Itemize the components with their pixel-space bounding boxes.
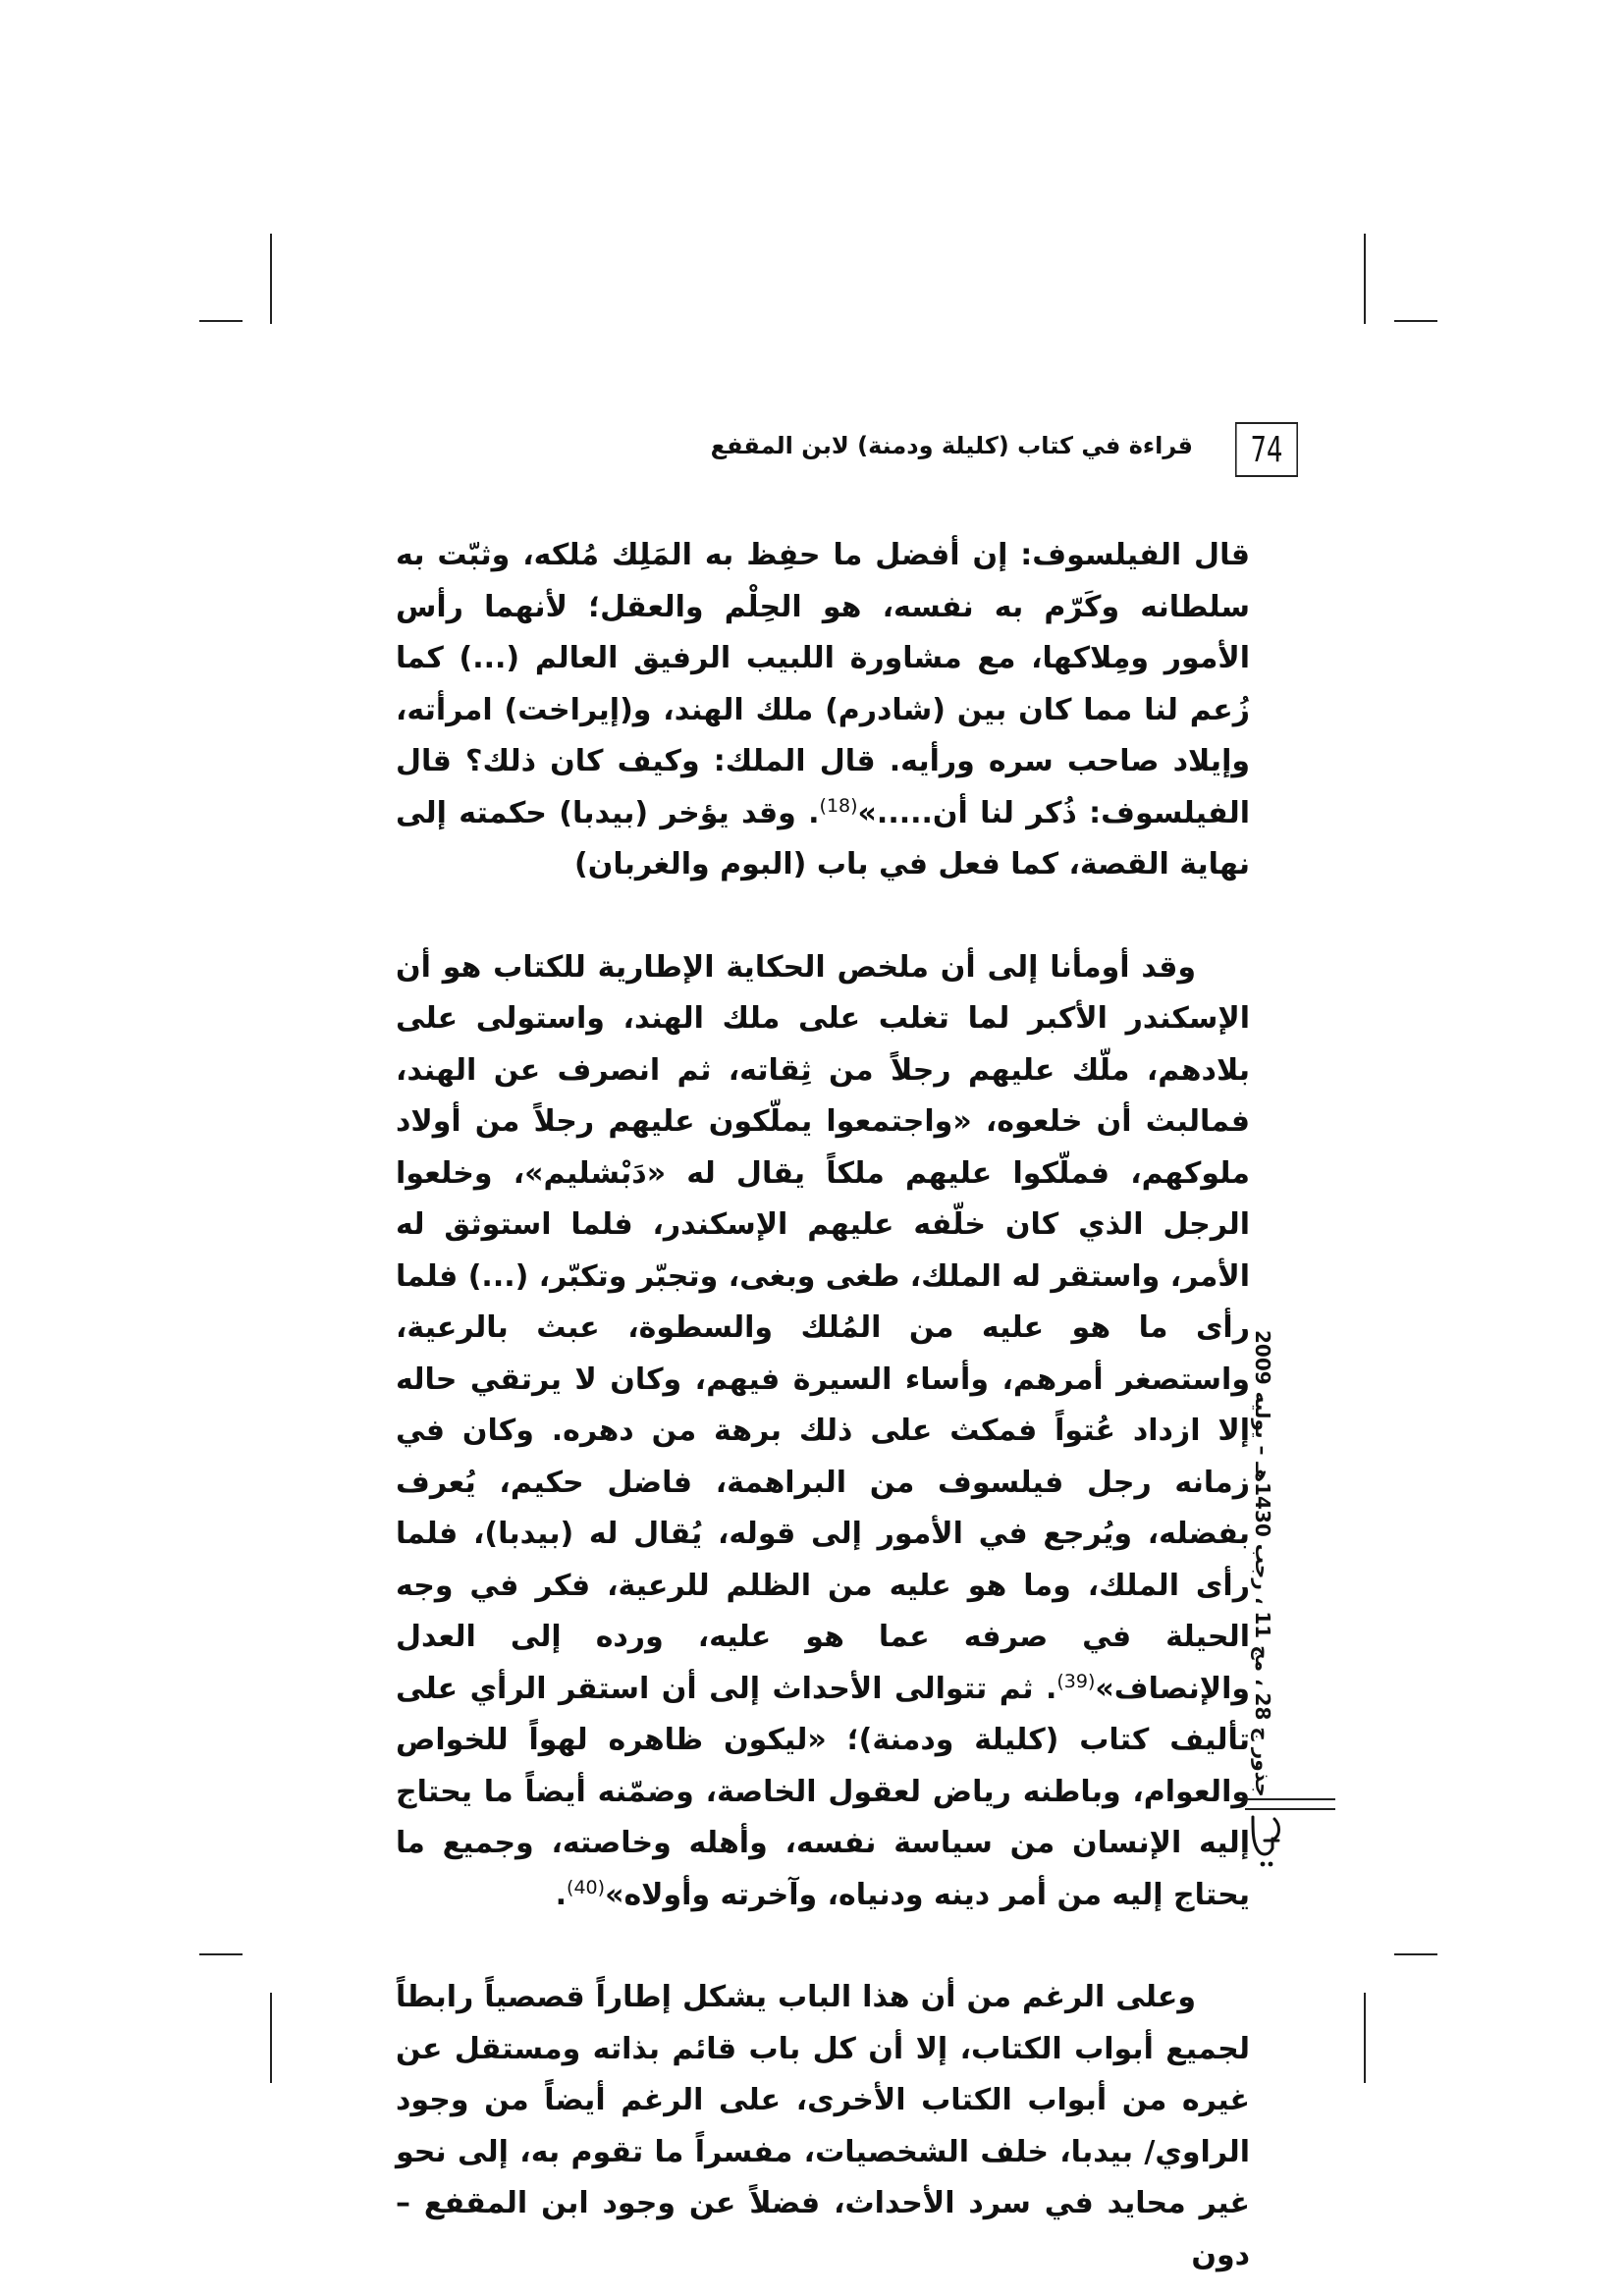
paragraph-2-mid: . ثم تتوالى الأحداث إلى أن استقر الرأي على تأليف كتاب (كليلة ودمنة)؛ «ليكون ظاهره لهواً للخواص والعوام، وباطنه رياض لعقول الخاصة، وضمّنه أيضاً ما يحتاج إليه الإنسان من سياسة نفسه، وأهله وخاصته، وجميع ما يحتاج إليه من أمر دينه ودنياه، وآخرته وأولاه» bbox=[396, 1671, 1250, 1912]
paragraph-2-end: . bbox=[555, 1877, 568, 1912]
paragraph-1-rest: . وقد يؤخر (بيدبا) حكمته إلى نهاية القصة، كما فعل في باب (البوم والغربان) bbox=[396, 795, 1250, 881]
side-double-rule bbox=[1245, 1798, 1335, 1810]
crop-mark-top-right-horizontal bbox=[1394, 320, 1437, 322]
running-title: قراءة في كتاب (كليلة ودمنة) لابن المقفع bbox=[710, 432, 1193, 459]
paragraph-3-text: وعلى الرغم من أن هذا الباب يشكل إطاراً قصصياً رابطاً لجميع أبواب الكتاب، إلا أن كل باب قائم بذاته ومستقل عن غيره من أبواب الكتاب الأخرى، على الرغم أيضاً من وجود الراوي/ بيدبا، خلف الشخصيات، مفسراً ما تقوم به، إلى نحو غير محايد في سرد الأحداث، فضلاً عن وجود ابن المقفع – دون bbox=[396, 1980, 1250, 2272]
crop-mark-bottom-right-horizontal bbox=[1394, 1953, 1437, 1955]
paragraph-1-main: قال الفيلسوف: إن أفضل ما حفِظ به المَلِك مُلكه، وثبّت به سلطانه وكَرّم به نفسه، هو الحِلْم والعقل؛ لأنهما رأس الأمور ومِلاكها، مع مشاورة اللبيب الرفيق العالم (...) كما زُعم لنا مما كان بين (شادرم) ملك الهند، و(إيراخت) امرأته، وإيلاد صاحب سره ورأيه. قال الملك: وكيف كان ذلك؟ قال الفيلسوف: ذُكر لنا أن.....» bbox=[396, 538, 1250, 830]
crop-mark-bottom-left-horizontal bbox=[199, 1953, 243, 1955]
article-body bbox=[396, 530, 1250, 2281]
crop-mark-top-right-vertical bbox=[1364, 234, 1366, 324]
journal-logo-icon bbox=[1245, 1811, 1286, 1874]
crop-mark-top-left-horizontal bbox=[199, 320, 243, 322]
paragraph-3 bbox=[396, 1972, 1250, 2281]
crop-mark-bottom-right-vertical bbox=[1364, 1993, 1366, 2083]
footnote-ref-18: (18) bbox=[819, 794, 858, 817]
journal-issue-info: جذور ج 28 ، مج 11 ، رجب 1430هـ – يوليه 2009 bbox=[1251, 1330, 1274, 1797]
footnote-ref-39: (39) bbox=[1056, 1670, 1096, 1692]
footnote-ref-40: (40) bbox=[567, 1876, 606, 1898]
page-number: 74 bbox=[1235, 422, 1298, 477]
paragraph-2 bbox=[396, 942, 1250, 1922]
crop-mark-top-left-vertical bbox=[270, 234, 272, 324]
paragraph-2-main: وقد أومأنا إلى أن ملخص الحكاية الإطارية للكتاب هو أن الإسكندر الأكبر لما تغلب على ملك الهند، واستولى على بلادهم، ملّك عليهم رجلاً من ثِقاته، ثم انصرف عن الهند، فمالبث أن خلعوه، «واجتمعوا يملّكون عليهم رجلاً من أولاد ملوكهم، فملّكوا عليهم ملكاً يقال له «دَبْشليم»، وخلعوا الرجل الذي كان خلّفه عليهم الإسكندر، فلما استوثق له الأمر، واستقر له الملك، طغى وبغى، وتجبّر وتكبّر، (...) فلما رأى ما هو عليه من المُلك والسطوة، عبث بالرعية، واستصغر أمرهم، وأساء السيرة فيهم، وكان لا يرتقي حاله إلا ازداد عُتواً فمكث على ذلك برهة من دهره. وكان في زمانه رجل فيلسوف من البراهمة، فاضل حكيم، يُعرف بفضله، ويُرجع في الأمور إلى قوله، يُقال له (بيدبا)، فلما رأى الملك، وما هو عليه من الظلم للرعية، فكر في وجه الحيلة في صرفه عما هو عليه، ورده إلى العدل والإنصاف» bbox=[396, 949, 1250, 1706]
paragraph-1 bbox=[396, 530, 1250, 891]
crop-mark-bottom-left-vertical bbox=[270, 1993, 272, 2083]
